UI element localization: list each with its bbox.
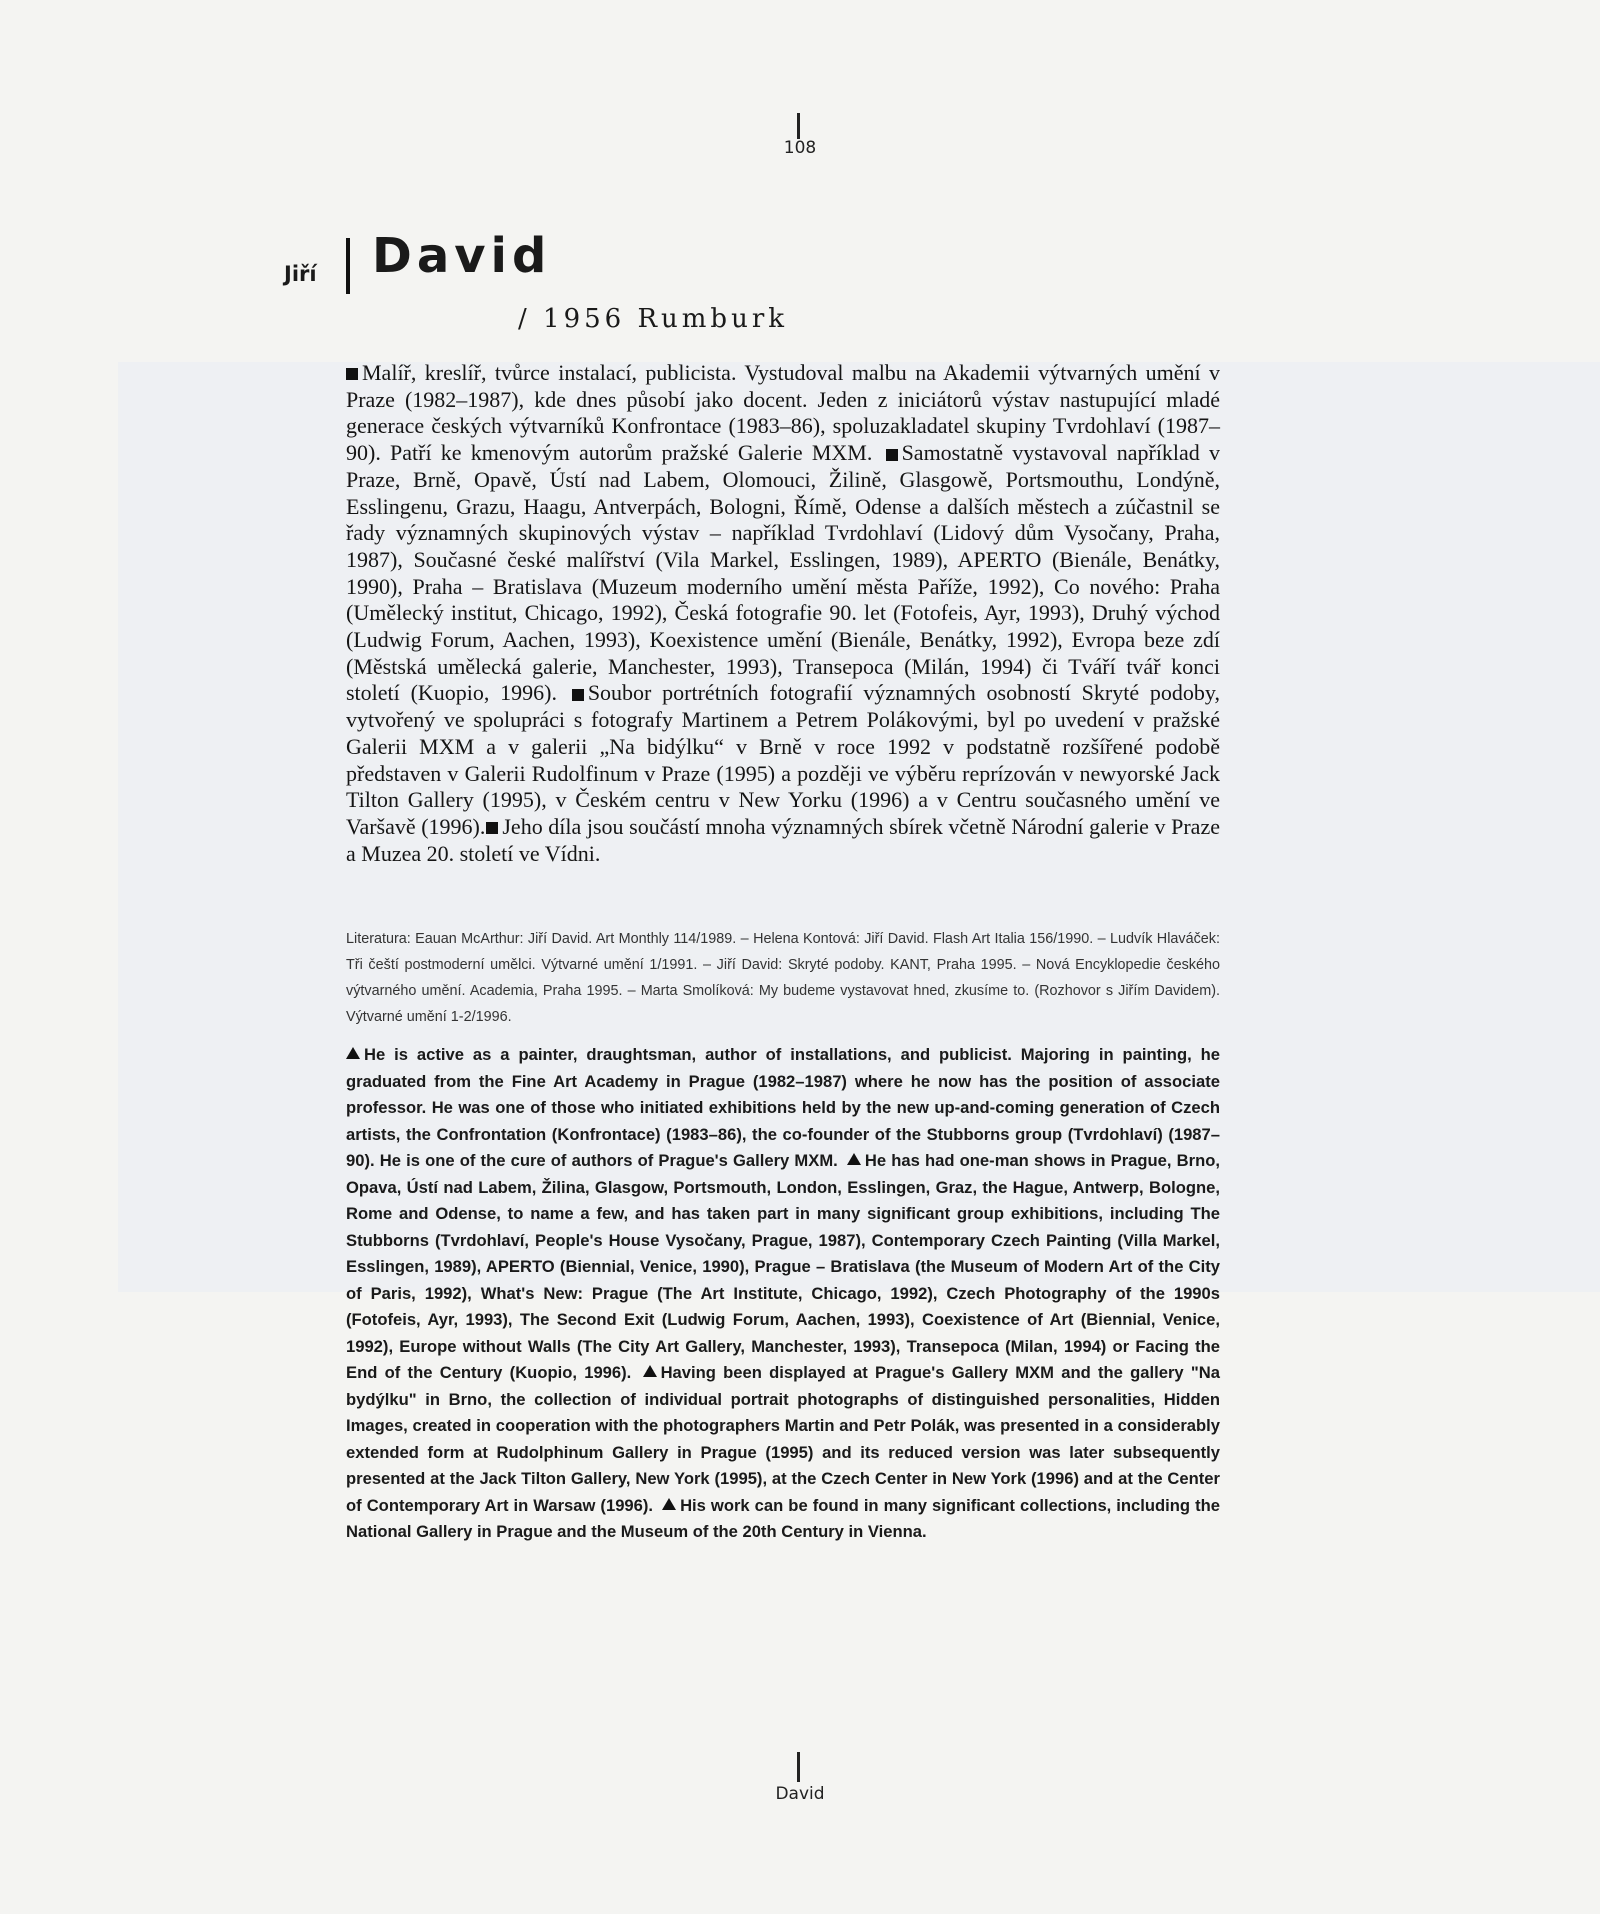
english-paragraph-4: His work can be found in many significant collections, including the National Gallery in Prague and the Museum of the 20th Century in Vienna. (346, 1495, 1220, 1541)
bottom-rule (797, 1752, 800, 1782)
english-paragraph-1: He is active as a painter, draughtsman, author of installations, and publicist. Majoring in painting, he graduated from the Fine Art Academy in Prague (1982–1987) where he now has the position of associate professor. He was one of those who initiated exhibitions held by the new up-and-coming generation of Czech artists, the Confrontation (Konfrontace) (1983–86), the co-founder of the Stubborns group (Tvrdohlaví) (1987–90). He is one of the cure of authors of Prague's Gallery MXM. (346, 1045, 1220, 1170)
artist-first-name: Jiří (284, 262, 317, 286)
square-bullet-icon (886, 449, 898, 461)
czech-paragraph-1: Malíř, kreslíř, tvůrce instalací, publicista. Vystudoval malbu na Akademii výtvarných umění v Praze (1982–1987), kde dnes působí jako docent. Jeden z iniciátorů výstav nastupující mladé generace českých výtvarníků Konfrontace (1983–86), spoluzakladatel skupiny Tvrdohlaví (1987–90). Patří ke kmenovým autorům pražské Galerie MXM. (346, 360, 1220, 466)
czech-paragraph-3: Soubor portrétních fotografií významných osobností Skryté podoby, vytvořený ve spolupráci s fotografy Martinem a Petrem Polákovými, byl po uvedení v pražské Galerii MXM a v galerii „Na bidýlku“ v Brně v roce 1992 v podstatně rozšířené podobě představen v Galerii Rudolfinum v Praze (1995) a později ve výběru reprízován v newyorské Jack Tilton Gallery (1995), v Českém centru v New Yorku (1996) a v Centru současného umění ve Varšavě (1996). (346, 680, 1220, 839)
english-paragraph-2: He has had one-man shows in Prague, Brno, Opava, Ústí nad Labem, Žilina, Glasgow, Portsmouth, London, Esslingen, Graz, the Hague, Antwerp, Bologne, Rome and Odense, to name a few, and has taken part in many significant group exhibitions, including The Stubborns (Tvrdohlaví, People's House Vysočany, Prague, 1987), Contemporary Czech Painting (Villa Markel, Esslingen, 1989), APERTO (Biennial, Venice, 1990), Prague – Bratislava (the Museum of Modern Art of the City of Paris, 1992), What's New: Prague (The Art Institute, Chicago, 1992), Czech Photography of the 1990s (Fotofeis, Ayr, 1993), The Second Exit (Ludwig Forum, Aachen, 1993), Coexistence of Art (Biennial, Venice, 1992), Europe without Walls (The City Art Gallery, Manchester, 1993), Transepoca (Milan, 1994) or Facing the End of the Century (Kuopio, 1996). (346, 1151, 1220, 1382)
triangle-bullet-icon (662, 1498, 676, 1510)
literature-references: Literatura: Eauan McArthur: Jiří David. Art Monthly 114/1989. – Helena Kontová: Jiří David. Flash Art Italia 156/1990. – Ludvík Hlaváček: Tři čeští postmoderní umělci. Výtvarné umění 1/1991. – Jiří David: Skryté podoby. KANT, Praha 1995. – Nová Encyklopedie českého výtvarného umění. Academia, Praha 1995. – Marta Smolíková: My budeme vystavovat hned, zkusíme to. (Rozhovor s Jiřím Davidem). Výtvarné umění 1-2/1996. (346, 931, 1220, 1025)
artist-last-name: David (372, 228, 552, 284)
page-number: 108 (783, 138, 817, 158)
birth-info: / 1956 Rumburk (518, 304, 789, 334)
square-bullet-icon (572, 689, 584, 701)
english-paragraph-3: Having been displayed at Prague's Gallery MXM and the gallery "Na bydýlku" in Brno, the collection of individual portrait photographs of distinguished personalities, Hidden Images, created in cooperation with the photographers Martin and Petr Polák, was presented in a considerably extended form at Rudolphinum Gallery in Prague (1995) and its reduced version was later subsequently presented at the Jack Tilton Gallery, New York (1995), at the Czech Center in New York (1996) and at the Center of Contemporary Art in Warsaw (1996). (346, 1363, 1221, 1515)
czech-paragraph-2: Samostatně vystavoval například v Praze, Brně, Opavě, Ústí nad Labem, Olomouci, Žilině, Glasgowě, Portsmouthu, Londýně, Esslingenu, Grazu, Haagu, Antverpách, Bologni, Římě, Odense a dalších městech a zúčastnil se řady významných skupinových výstav – například Tvrdohlaví (Lidový dům Vysočany, Praha, 1987), Současné české malířství (Vila Markel, Esslingen, 1989), APERTO (Bienále, Benátky, 1990), Praha – Bratislava (Muzeum moderního umění města Paříže, 1992), Co nového: Praha (Umělecký institut, Chicago, 1992), Česká fotografie 90. let (Fotofeis, Ayr, 1993), Druhý východ (Ludwig Forum, Aachen, 1993), Koexistence umění (Bienále, Benátky, 1992), Evropa beze zdí (Městská umělecká galerie, Manchester, 1993), Transepoca (Milán, 1994) či Tváří tvář konci století (Kuopio, 1996). (346, 440, 1221, 706)
top-rule (797, 113, 800, 139)
english-biography (346, 1042, 1220, 1546)
square-bullet-icon (486, 822, 498, 834)
czech-paragraph-4: Jeho díla jsou součástí mnoha významných sbírek včetně Národní galerie v Praze a Muzea 20. století ve Vídni. (346, 813, 1220, 866)
triangle-bullet-icon (643, 1365, 657, 1377)
czech-biography (346, 360, 1220, 867)
square-bullet-icon (346, 368, 358, 380)
name-divider (346, 238, 350, 294)
triangle-bullet-icon (847, 1153, 861, 1165)
running-footer: David (775, 1784, 825, 1804)
triangle-bullet-icon (346, 1047, 360, 1059)
